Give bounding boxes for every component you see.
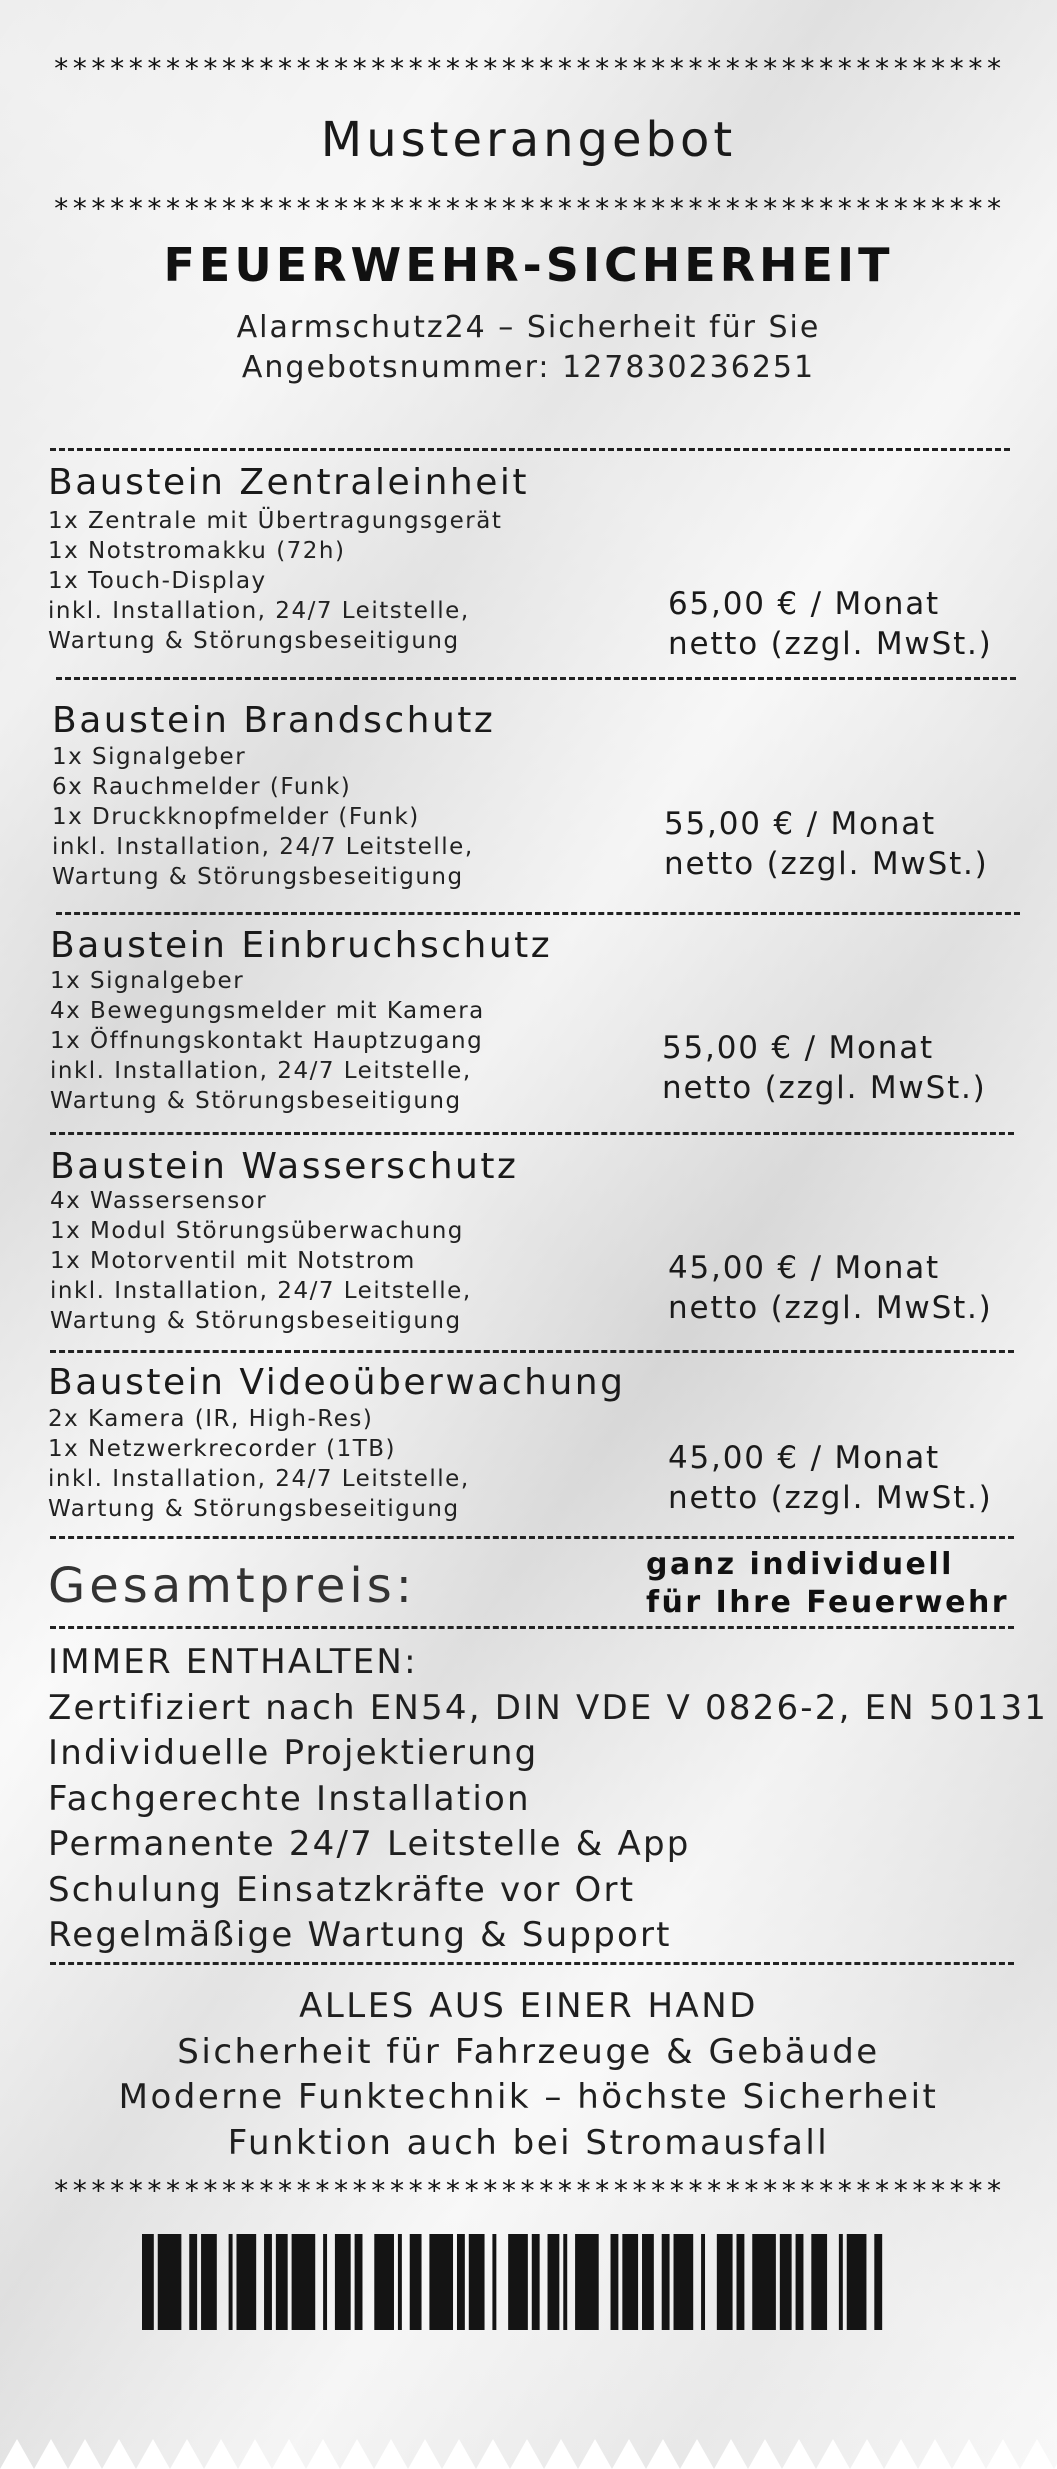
barcode-bar [839,2234,843,2330]
barcode-bar [674,2234,694,2330]
block-title-einbruchschutz: Baustein Einbruchschutz [50,925,553,966]
barcode-bar [532,2234,540,2330]
price-amount: 65,00 € / Monat [668,586,940,622]
block-item: 4x Wassersensor [50,1188,268,1214]
barcode-bar [469,2234,485,2330]
block-item: 6x Rauchmelder (Funk) [52,774,352,800]
block-item: inkl. Installation, 24/7 Leitstelle, [50,1278,472,1304]
barcode-bar [717,2234,733,2330]
block-price-einbruchschutz [662,1028,987,1108]
block-item: 1x Motorventil mit Notstrom [50,1248,416,1274]
block-item: 1x Notstromakku (72h) [48,538,346,564]
included-item: Permanente 24/7 Leitstelle & App [48,1824,691,1864]
barcode-bar [701,2234,705,2330]
footer-line: Funktion auch bei Stromausfall [227,2122,830,2163]
block-item: 4x Bewegungsmelder mit Kamera [50,998,485,1024]
total-value [646,1546,1009,1622]
block-item: 1x Netzwerkrecorder (1TB) [48,1436,397,1462]
barcode-bar [642,2234,654,2330]
dash-separator [50,1132,1014,1135]
barcode-bar [575,2234,599,2330]
price-amount: 45,00 € / Monat [668,1250,940,1286]
price-note: netto (zzgl. MwSt.) [662,1070,987,1106]
block-price-wasserschutz [668,1248,993,1328]
barcode-bar [737,2234,745,2330]
total-value-line: ganz individuell [646,1547,954,1582]
price-note: netto (zzgl. MwSt.) [668,1290,993,1326]
footer-lines [0,1984,1057,2166]
price-amount: 55,00 € / Monat [662,1030,934,1066]
barcode-bar [492,2234,496,2330]
block-items-zentraleinheit [48,506,502,656]
barcode-bar [847,2234,867,2330]
block-items-einbruchschutz [50,966,485,1116]
block-item: 1x Öffnungskontakt Hauptzugang [50,1028,484,1054]
barcode-bar [142,2234,154,2330]
price-note: netto (zzgl. MwSt.) [664,846,989,882]
dash-separator [50,448,1010,451]
block-items-brandschutz [52,742,474,892]
block-item: Wartung & Störungsbeseitigung [48,1496,460,1522]
barcode-bar [410,2234,422,2330]
footer-line: ALLES AUS EINER HAND [299,1986,758,2026]
barcode-bar [548,2234,560,2330]
star-separator-top: *************************************************** [52,52,1005,85]
barcode-bar [355,2234,363,2330]
barcode-bar [264,2234,272,2330]
block-item: inkl. Installation, 24/7 Leitstelle, [50,1058,472,1084]
barcode-bar [236,2234,256,2330]
barcode-bar [811,2234,827,2330]
zigzag-teeth [0,2439,1057,2469]
barcode-bar [323,2234,327,2330]
barcode-bar [292,2234,316,2330]
included-item: Individuelle Projektierung [48,1733,539,1773]
star-separator-bottom: *************************************************** [52,2174,1005,2207]
block-title-zentraleinheit: Baustein Zentraleinheit [48,462,530,503]
company-line: Alarmschutz24 – Sicherheit für Sie [236,310,821,345]
block-item: inkl. Installation, 24/7 Leitstelle, [48,598,470,624]
footer-line: Sicherheit für Fahrzeuge & Gebäude [177,2031,880,2072]
block-item: 1x Signalgeber [50,968,245,994]
barcode-bar [158,2234,182,2330]
barcode-bar [398,2234,402,2330]
total-label: Gesamtpreis: [48,1558,416,1614]
star-separator-title: *************************************************** [52,192,1005,225]
included-item: Schulung Einsatzkräfte vor Ort [48,1869,636,1910]
block-item: Wartung & Störungsbeseitigung [50,1088,462,1114]
barcode-bar [780,2234,792,2330]
block-item: 2x Kamera (IR, High-Res) [48,1406,374,1432]
included-item: Regelmäßige Wartung & Support [48,1915,672,1955]
page-title: Musterangebot [320,112,737,168]
block-item: 1x Zentrale mit Übertragungsgerät [48,508,503,534]
block-item: Wartung & Störungsbeseitigung [52,864,464,890]
barcode-bar [276,2234,288,2330]
barcode-bar [335,2234,351,2330]
barcode-bar [611,2234,619,2330]
barcode-bar [508,2234,528,2330]
block-item: inkl. Installation, 24/7 Leitstelle, [52,834,474,860]
barcode-bar [874,2234,882,2330]
price-amount: 55,00 € / Monat [664,806,936,842]
included-list [48,1640,1048,1959]
barcode-bar [622,2234,638,2330]
barcode-bar [189,2234,197,2330]
total-value-line: für Ihre Feuerwehr [646,1585,1010,1620]
block-item: 1x Modul Störungsüberwachung [50,1218,464,1244]
block-title-videoueberwachung: Baustein Videoüberwachung [48,1362,626,1403]
block-price-zentraleinheit [668,584,993,664]
dash-separator [50,1962,1014,1965]
block-title-wasserschutz: Baustein Wasserschutz [50,1146,519,1187]
block-price-brandschutz [664,804,989,884]
barcode-bar [752,2234,776,2330]
barcode-bar [457,2234,465,2330]
block-price-videoueberwachung [668,1438,993,1518]
offer-number: Angebotsnummer: 127830236251 [241,350,816,385]
barcode-bar [662,2234,670,2330]
zigzag-tear-edge [0,2435,1057,2469]
block-item: 1x Touch-Display [48,568,267,594]
barcode-bar [796,2234,804,2330]
included-heading: IMMER ENTHALTEN: [48,1642,418,1682]
price-amount: 45,00 € / Monat [668,1440,940,1476]
included-item: Fachgerechte Installation [48,1778,531,1819]
brand-heading: FEUERWEHR-SICHERHEIT [163,238,894,292]
block-item: Wartung & Störungsbeseitigung [48,628,460,654]
barcode-bar [374,2234,394,2330]
dash-separator [50,1536,1014,1539]
block-item: Wartung & Störungsbeseitigung [50,1308,462,1334]
dash-separator [50,1350,1014,1353]
block-items-wasserschutz [50,1186,472,1336]
dash-separator [56,912,1020,915]
included-item: Zertifiziert nach EN54, DIN VDE V 0826-2, EN 50131 [48,1687,1049,1728]
dash-separator [50,1626,1014,1629]
block-item: inkl. Installation, 24/7 Leitstelle, [48,1466,470,1492]
price-note: netto (zzgl. MwSt.) [668,626,993,662]
barcode-bar [429,2234,453,2330]
block-item: 1x Druckknopfmelder (Funk) [52,804,420,830]
barcode-bar [563,2234,567,2330]
barcode-bar [201,2234,217,2330]
price-note: netto (zzgl. MwSt.) [668,1480,993,1516]
barcode-icon [142,2234,894,2330]
dash-separator [56,677,1016,680]
block-item: 1x Signalgeber [52,744,247,770]
footer-line: Moderne Funktechnik – höchste Sicherheit [118,2077,939,2117]
barcode-bar [229,2234,233,2330]
block-items-videoueberwachung [48,1404,470,1524]
block-title-brandschutz: Baustein Brandschutz [52,700,496,741]
